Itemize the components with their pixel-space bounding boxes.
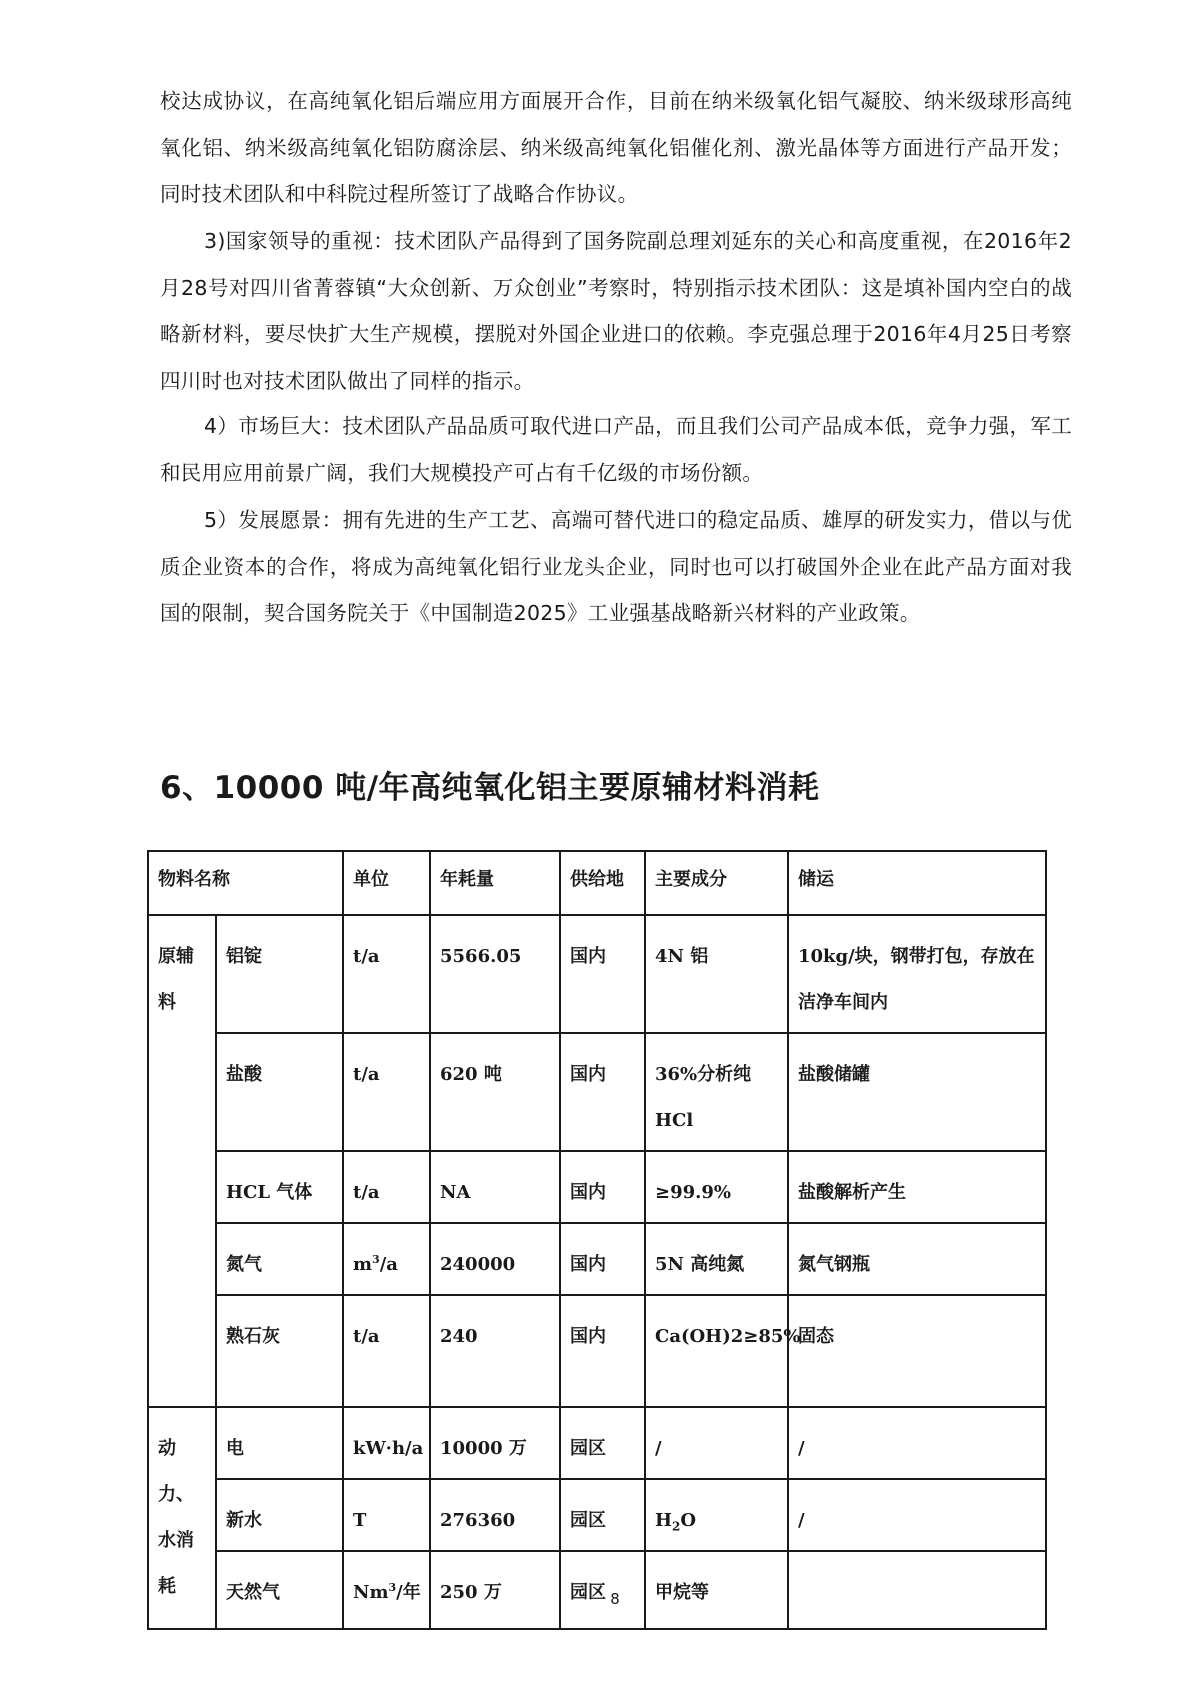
section-heading: 6、10000 吨/年高纯氧化铝主要原辅材料消耗 <box>160 770 820 806</box>
cell-name: 天然气 <box>216 1551 343 1629</box>
cell-supply: 国内 <box>560 1151 645 1223</box>
cell-supply: 园区 <box>560 1407 645 1479</box>
table-row <box>148 1151 1046 1223</box>
paragraph-2: 3)国家领导的重视：技术团队产品得到了国务院副总理刘延东的关心和高度重视，在2016年2月28号对四川省菁蓉镇“大众创新、万众创业”考察时，特别指示技术团队：这是填补国内空白的战略新材料，要尽快扩大生产规模，摆脱对外国企业进口的依赖。李克强总理于2016年4月25日考察四川时也对技术团队做出了同样的指示。 <box>160 229 1072 393</box>
cell-annual: 276360 <box>430 1479 560 1551</box>
cell-name: 熟石灰 <box>216 1295 343 1407</box>
paragraph-4: 5）发展愿景：拥有先进的生产工艺、高端可替代进口的稳定品质、雄厚的研发实力，借以与优质企业资本的合作，将成为高纯氧化铝行业龙头企业，同时也可以打破国外企业在此产品方面对我国的限制，契合国务院关于《中国制造2025》工业强基战略新兴材料的产业政策。 <box>160 508 1072 625</box>
cell-annual: 5566.05 <box>430 915 560 1033</box>
cell-name: 新水 <box>216 1479 343 1551</box>
header-supply: 供给地 <box>560 851 645 915</box>
cell-annual: 620 吨 <box>430 1033 560 1151</box>
group-raw-materials: 原辅料 <box>148 915 216 1407</box>
cell-component: Ca(OH)2≥85% <box>645 1295 788 1407</box>
cell-annual: 240 <box>430 1295 560 1407</box>
table-header-row <box>148 851 1046 915</box>
cell-component: 36%分析纯 HCl <box>645 1033 788 1151</box>
cell-unit <box>343 1223 430 1295</box>
header-storage: 储运 <box>788 851 1046 915</box>
cell-unit: T <box>343 1479 430 1551</box>
unit-superscript: 3 <box>372 1253 380 1266</box>
cell-unit: t/a <box>343 1033 430 1151</box>
cell-supply: 园区 <box>560 1479 645 1551</box>
cell-name: 铝锭 <box>216 915 343 1033</box>
cell-unit: t/a <box>343 915 430 1033</box>
header-component: 主要成分 <box>645 851 788 915</box>
cell-storage: 氮气钢瓶 <box>788 1223 1046 1295</box>
cell-storage: 10kg/块，钢带打包，存放在洁净车间内 <box>788 915 1046 1033</box>
cell-annual: 240000 <box>430 1223 560 1295</box>
cell-component: / <box>645 1407 788 1479</box>
paragraph-1: 校达成协议，在高纯氧化铝后端应用方面展开合作，目前在纳米级氧化铝气凝胶、纳米级球形高纯氧化铝、纳米级高纯氧化铝防腐涂层、纳米级高纯氧化铝催化剂、激光晶体等方面进行产品开发；同时技术团队和中科院过程所签订了战略合作协议。 <box>160 89 1072 206</box>
cell-component <box>645 1479 788 1551</box>
component-base: H <box>655 1510 673 1531</box>
table-row <box>148 1033 1046 1151</box>
cell-supply: 国内 <box>560 1033 645 1151</box>
page-number: 8 <box>610 1590 620 1608</box>
cell-storage: / <box>788 1407 1046 1479</box>
cell-supply: 园区 <box>560 1551 645 1629</box>
group-power-water: 动力、水消耗 <box>148 1407 216 1629</box>
cell-storage: 固态 <box>788 1295 1046 1407</box>
unit-superscript: 3 <box>388 1581 397 1594</box>
cell-supply: 国内 <box>560 915 645 1033</box>
table-row <box>148 1223 1046 1295</box>
unit-tail: /年 <box>396 1582 421 1603</box>
cell-supply: 国内 <box>560 1223 645 1295</box>
cell-component: 4N 铝 <box>645 915 788 1033</box>
cell-annual: NA <box>430 1151 560 1223</box>
cell-name: 盐酸 <box>216 1033 343 1151</box>
table-row <box>148 1479 1046 1551</box>
cell-storage: / <box>788 1479 1046 1551</box>
cell-storage: 盐酸解析产生 <box>788 1151 1046 1223</box>
header-annual: 年耗量 <box>430 851 560 915</box>
cell-component: ≥99.9% <box>645 1151 788 1223</box>
unit-base: Nm <box>353 1582 389 1603</box>
cell-name: HCL 气体 <box>216 1151 343 1223</box>
cell-supply: 国内 <box>560 1295 645 1407</box>
cell-name: 电 <box>216 1407 343 1479</box>
cell-unit: t/a <box>343 1151 430 1223</box>
cell-storage: 盐酸储罐 <box>788 1033 1046 1151</box>
table-row <box>148 1295 1046 1407</box>
cell-annual: 250 万 <box>430 1551 560 1629</box>
table-row <box>148 915 1046 1033</box>
cell-unit: t/a <box>343 1295 430 1407</box>
component-subscript: 2 <box>672 1519 681 1534</box>
paragraph-3: 4）市场巨大：技术团队产品品质可取代进口产品，而且我们公司产品成本低，竞争力强，军工和民用应用前景广阔，我们大规模投产可占有千亿级的市场份额。 <box>160 414 1072 485</box>
table-row <box>148 1407 1046 1479</box>
materials-table <box>147 850 1047 1630</box>
header-name: 物料名称 <box>148 851 343 915</box>
cell-component: 甲烷等 <box>645 1551 788 1629</box>
cell-name: 氮气 <box>216 1223 343 1295</box>
cell-component: 5N 高纯氮 <box>645 1223 788 1295</box>
component-tail: O <box>680 1510 697 1531</box>
unit-tail: /a <box>379 1254 398 1275</box>
cell-annual: 10000 万 <box>430 1407 560 1479</box>
header-unit: 单位 <box>343 851 430 915</box>
cell-unit: kW·h/a <box>343 1407 430 1479</box>
unit-base: m <box>353 1254 373 1275</box>
